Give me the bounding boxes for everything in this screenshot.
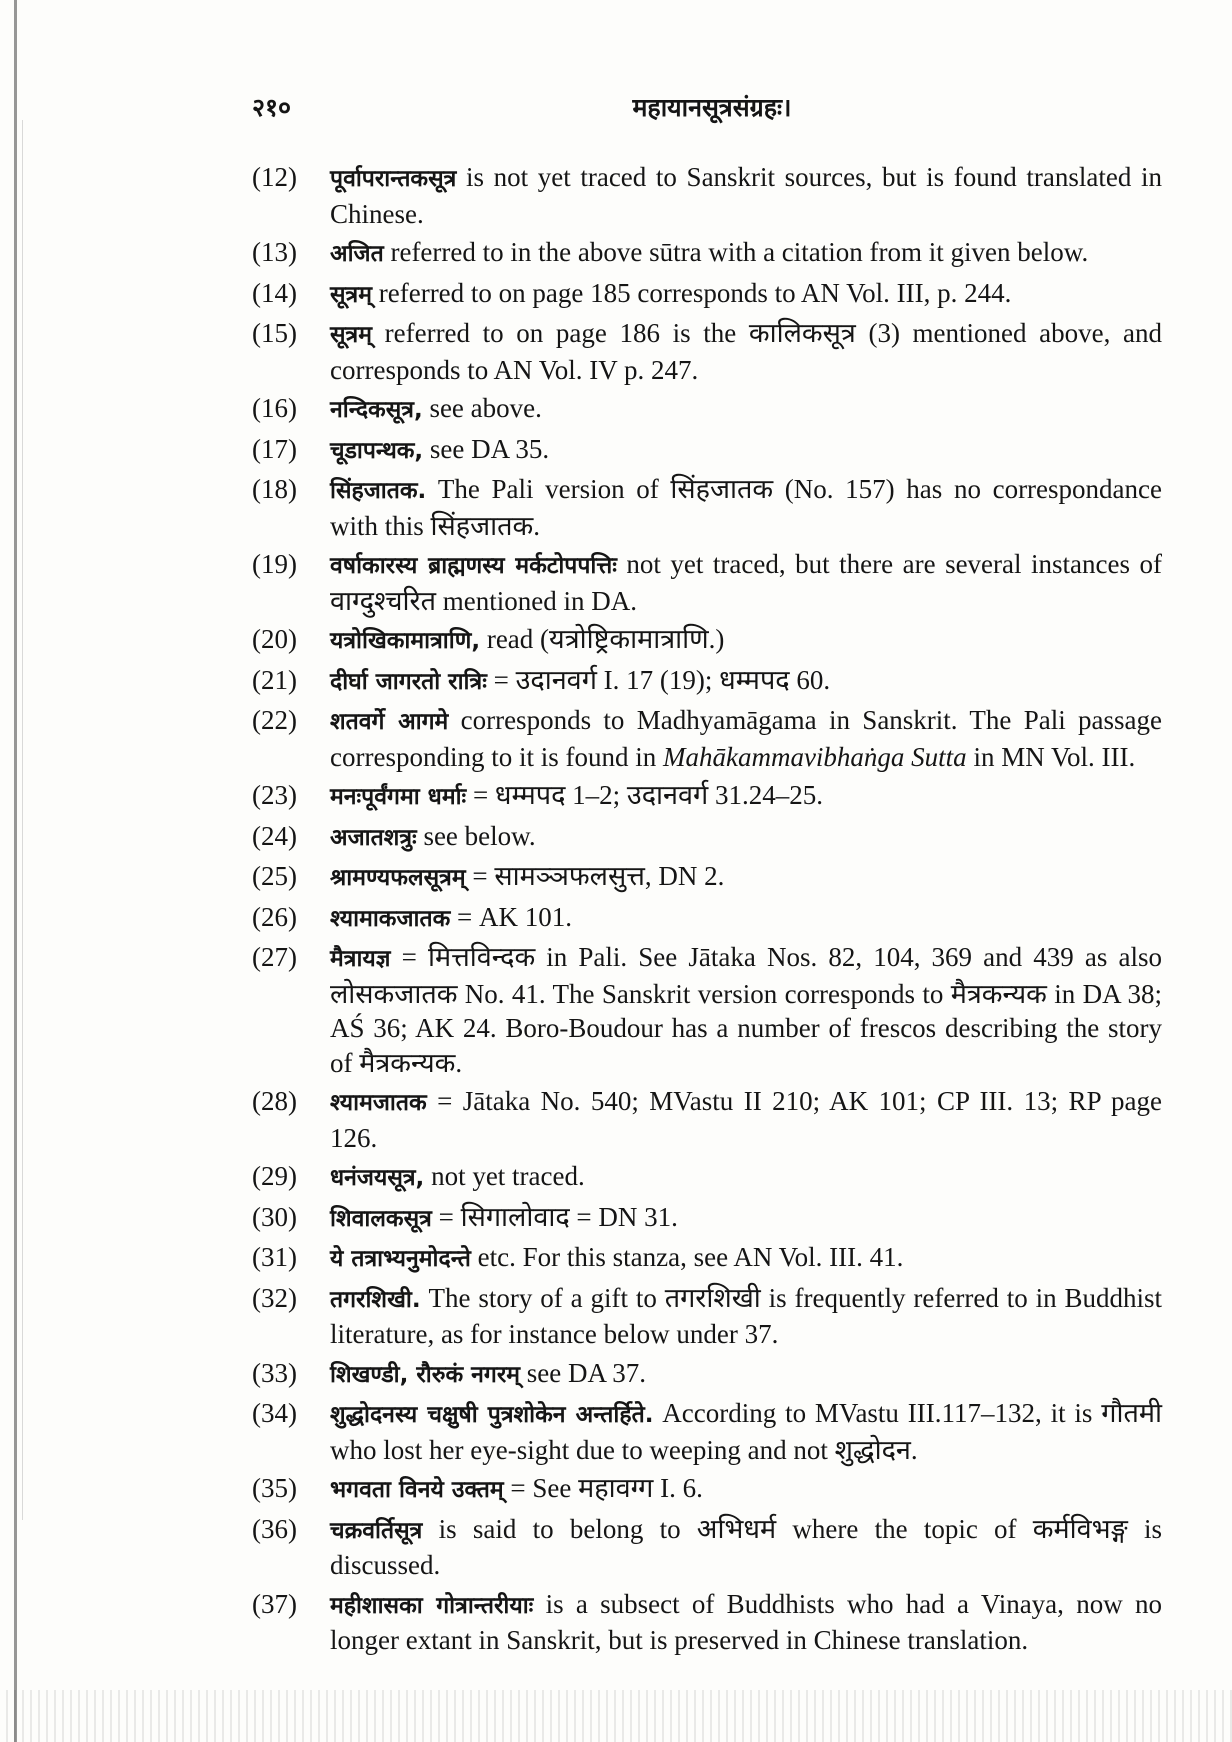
entry-number: (19) — [252, 549, 297, 579]
entry-body: = सामञ्ञफलसुत्त, DN 2. — [465, 861, 725, 891]
footnote-entry — [252, 1396, 1162, 1467]
entry-sanskrit-term: शुद्धोदनस्य चक्षुषी पुत्रशोकेन अन्तर्हिते. — [330, 1402, 654, 1428]
footnote-entry — [252, 432, 1162, 469]
entry-number: (33) — [252, 1357, 297, 1388]
footnote-entry — [252, 819, 1162, 856]
entry-number: (17) — [252, 433, 297, 464]
entry-body: The Pali version of सिंहजातक (No. 157) has no correspondance with this सिंहजातक. — [330, 474, 1162, 541]
entry-number: (15) — [252, 318, 297, 348]
entry-text — [330, 235, 1162, 272]
entry-number: (21) — [252, 664, 297, 695]
page-number: २१० — [252, 93, 292, 122]
entry-number: (14) — [252, 277, 297, 308]
entry-number: (37) — [252, 1588, 297, 1619]
entry-text — [330, 276, 1162, 313]
entry-body: referred to on page 186 is the कालिकसूत्र (3) mentioned above, and corresponds to AN Vol. IV p. 247. — [330, 318, 1162, 385]
entry-sanskrit-term: शिवालकसूत्र — [330, 1205, 432, 1232]
entry-sanskrit-term: दीर्घा जागरतो रात्रिः — [330, 668, 487, 695]
entry-text — [330, 1471, 1162, 1508]
entry-number: (36) — [252, 1513, 297, 1544]
entry-sanskrit-term: मनःपूर्वंगमा धर्माः — [330, 784, 467, 810]
entry-body: is said to belong to अभिधर्म where the topic of कर्मविभङ्ग is discussed. — [330, 1513, 1162, 1580]
footnote-entry — [252, 1240, 1162, 1277]
entry-body: referred to on page 185 corresponds to AN Vol. III, p. 244. — [372, 277, 1012, 308]
entry-sanskrit-term: सूत्रम् — [330, 281, 372, 308]
entry-sanskrit-term: वर्षाकारस्य ब्राह्मणस्य मर्कटोपपत्तिः — [330, 553, 617, 579]
entry-body: referred to in the above sūtra with a citation from it given below. — [383, 237, 1089, 267]
entry-body: = See महावग्ग I. 6. — [503, 1473, 703, 1503]
entry-body: According to MVastu III.117–132, it is गौतमी who lost her eye-sight due to weeping and not शुद्धोदन. — [330, 1398, 1162, 1465]
entry-number: (29) — [252, 1161, 297, 1191]
entry-text — [330, 703, 1162, 774]
footnote-entry — [252, 663, 1162, 700]
footnote-list — [252, 160, 1162, 1662]
entry-body: is not yet traced to Sanskrit sources, but is found translated in Chinese. — [330, 162, 1162, 229]
entry-sanskrit-term: ये तत्राभ्यनुमोदन्ते — [330, 1246, 471, 1272]
entry-sanskrit-term: यत्रोखिकामात्राणि, — [330, 628, 481, 654]
entry-sanskrit-term: शतवर्गे आगमे — [330, 709, 449, 735]
entry-text — [330, 472, 1162, 543]
entry-number: (23) — [252, 780, 297, 810]
entry-sanskrit-term: शिखण्डी, रौरुकं नगरम् — [330, 1361, 521, 1388]
entry-number: (31) — [252, 1242, 297, 1272]
entry-body: see DA 37. — [520, 1357, 646, 1388]
footnote-entry — [252, 1159, 1162, 1196]
entry-body: is a subsect of Buddhists who had a Vinaya, now no longer extant in Sanskrit, but is preserved in Chinese translation. — [330, 1588, 1162, 1655]
entry-number: (20) — [252, 624, 297, 654]
entry-sanskrit-term: सिंहजातक. — [330, 478, 427, 504]
entry-number: (12) — [252, 162, 297, 192]
footnote-entry — [252, 859, 1162, 896]
entry-number: (35) — [252, 1473, 297, 1503]
footnote-entry — [252, 235, 1162, 272]
entry-sanskrit-term: अजातशत्रुः — [330, 824, 417, 851]
footnote-entry — [252, 940, 1162, 1080]
entry-text — [330, 160, 1162, 231]
footnote-entry — [252, 276, 1162, 313]
entry-text — [330, 819, 1162, 856]
footnote-entry — [252, 622, 1162, 659]
entry-body: = उदानवर्ग I. 17 (19); धम्मपद 60. — [486, 664, 831, 695]
entry-sanskrit-term: मैत्रायज्ञ — [330, 946, 391, 972]
entry-text — [330, 900, 1162, 937]
entry-sanskrit-term: भगवता विनये उक्तम् — [330, 1477, 504, 1503]
entry-sanskrit-term: तगरशिखी. — [330, 1286, 421, 1313]
footnote-entry — [252, 778, 1162, 815]
entry-body: = सिगालोवाद = DN 31. — [431, 1201, 678, 1232]
entry-number: (22) — [252, 705, 297, 735]
footnote-entry — [252, 160, 1162, 231]
entry-text — [330, 316, 1162, 387]
entry-text — [330, 1200, 1162, 1237]
footnote-entry — [252, 703, 1162, 774]
footnote-entry — [252, 316, 1162, 387]
entry-text — [330, 1159, 1162, 1196]
entry-text — [330, 1281, 1162, 1352]
entry-number: (30) — [252, 1201, 297, 1232]
entry-sanskrit-term: श्यामाकजातक — [330, 905, 451, 932]
page-header — [252, 90, 1162, 130]
footnote-entry — [252, 1200, 1162, 1237]
footnote-entry — [252, 1587, 1162, 1658]
entry-text — [330, 1587, 1162, 1658]
entry-text — [330, 547, 1162, 618]
entry-number: (26) — [252, 901, 297, 932]
entry-body: = AK 101. — [450, 901, 572, 932]
entry-text — [330, 391, 1162, 428]
entry-sanskrit-term: श्रामण्यफलसूत्रम् — [330, 865, 466, 891]
entry-sanskrit-term: सूत्रम् — [330, 322, 372, 348]
entry-text — [330, 1356, 1162, 1393]
entry-body: not yet traced. — [424, 1161, 585, 1191]
entry-body-tail: in MN Vol. III. — [966, 741, 1136, 772]
entry-sanskrit-term: अजित — [330, 241, 384, 267]
footnote-entry — [252, 1281, 1162, 1352]
entry-sanskrit-term: महीशासका गोत्रान्तरीयाः — [330, 1592, 534, 1619]
entry-sanskrit-term: चूडापन्थक, — [330, 437, 424, 464]
entry-number: (28) — [252, 1086, 297, 1116]
entry-sanskrit-term: श्यामजातक — [330, 1090, 427, 1116]
entry-body: see above. — [422, 393, 542, 423]
entry-text — [330, 1240, 1162, 1277]
binding-edge-line-faint — [22, 120, 23, 1520]
footnote-entry — [252, 472, 1162, 543]
scan-noise-band — [0, 1690, 1232, 1742]
footnote-entry — [252, 1356, 1162, 1393]
binding-edge-line — [14, 0, 17, 1742]
entry-text — [330, 778, 1162, 815]
entry-body: = धम्मपद 1–2; उदानवर्ग 31.24–25. — [466, 780, 823, 810]
entry-body: read (यत्रोष्ट्रिकामात्राणि.) — [480, 624, 725, 654]
footnote-entry — [252, 547, 1162, 618]
entry-text — [330, 663, 1162, 700]
footnote-entry — [252, 391, 1162, 428]
entry-body: The story of a gift to तगरशिखी is frequently referred to in Buddhist literature, as for instance below under 37. — [330, 1282, 1162, 1349]
entry-number: (32) — [252, 1282, 297, 1313]
entry-number: (16) — [252, 393, 297, 423]
entry-text — [330, 940, 1162, 1080]
entry-body: etc. For this stanza, see AN Vol. III. 41. — [470, 1242, 904, 1272]
entry-text — [330, 1396, 1162, 1467]
entry-number: (18) — [252, 474, 297, 504]
entry-text — [330, 622, 1162, 659]
footnote-entry — [252, 900, 1162, 937]
entry-body: see DA 35. — [423, 433, 550, 464]
footnote-entry — [252, 1471, 1162, 1508]
entry-sanskrit-term: नन्दिकसूत्र, — [330, 397, 423, 423]
entry-sanskrit-term: चक्रवर्तिसूत्र — [330, 1517, 423, 1544]
entry-body: = मित्तविन्दक in Pali. See Jātaka Nos. 82, 104, 369 and 439 as also लोसकजातक No. 41. The Sanskrit version corresponds to मैत्रकन्यक in DA 38; AŚ 36; AK 24. Boro-Boudour has a number of frescos describing the story of मैत्रकन्यक. — [330, 942, 1162, 1078]
entry-number: (13) — [252, 237, 297, 267]
entry-number: (24) — [252, 820, 297, 851]
running-title: महायानसूत्रसंग्रहः। — [632, 93, 792, 122]
entry-number: (27) — [252, 942, 297, 972]
entry-body: not yet traced, but there are several instances of वाग्दुश्चरित mentioned in DA. — [330, 549, 1162, 616]
entry-text — [330, 432, 1162, 469]
entry-italic-title: Mahākammavibhaṅga Sutta — [662, 741, 967, 772]
entry-sanskrit-term: धनंजयसूत्र, — [330, 1165, 425, 1191]
entry-body: = Jātaka No. 540; MVastu II 210; AK 101; CP III. 13; RP page 126. — [330, 1086, 1162, 1153]
footnote-entry — [252, 1084, 1162, 1155]
footnote-entry — [252, 1512, 1162, 1583]
entry-body: see below. — [416, 820, 536, 851]
entry-text — [330, 859, 1162, 896]
entry-body: corresponds to Madhyamāgama in Sanskrit. The Pali passage corresponding to it is found in — [330, 705, 1162, 772]
entry-text — [330, 1512, 1162, 1583]
entry-number: (34) — [252, 1398, 297, 1428]
entry-text — [330, 1084, 1162, 1155]
entry-number: (25) — [252, 861, 297, 891]
entry-sanskrit-term: पूर्वापरान्तकसूत्र — [330, 166, 457, 192]
